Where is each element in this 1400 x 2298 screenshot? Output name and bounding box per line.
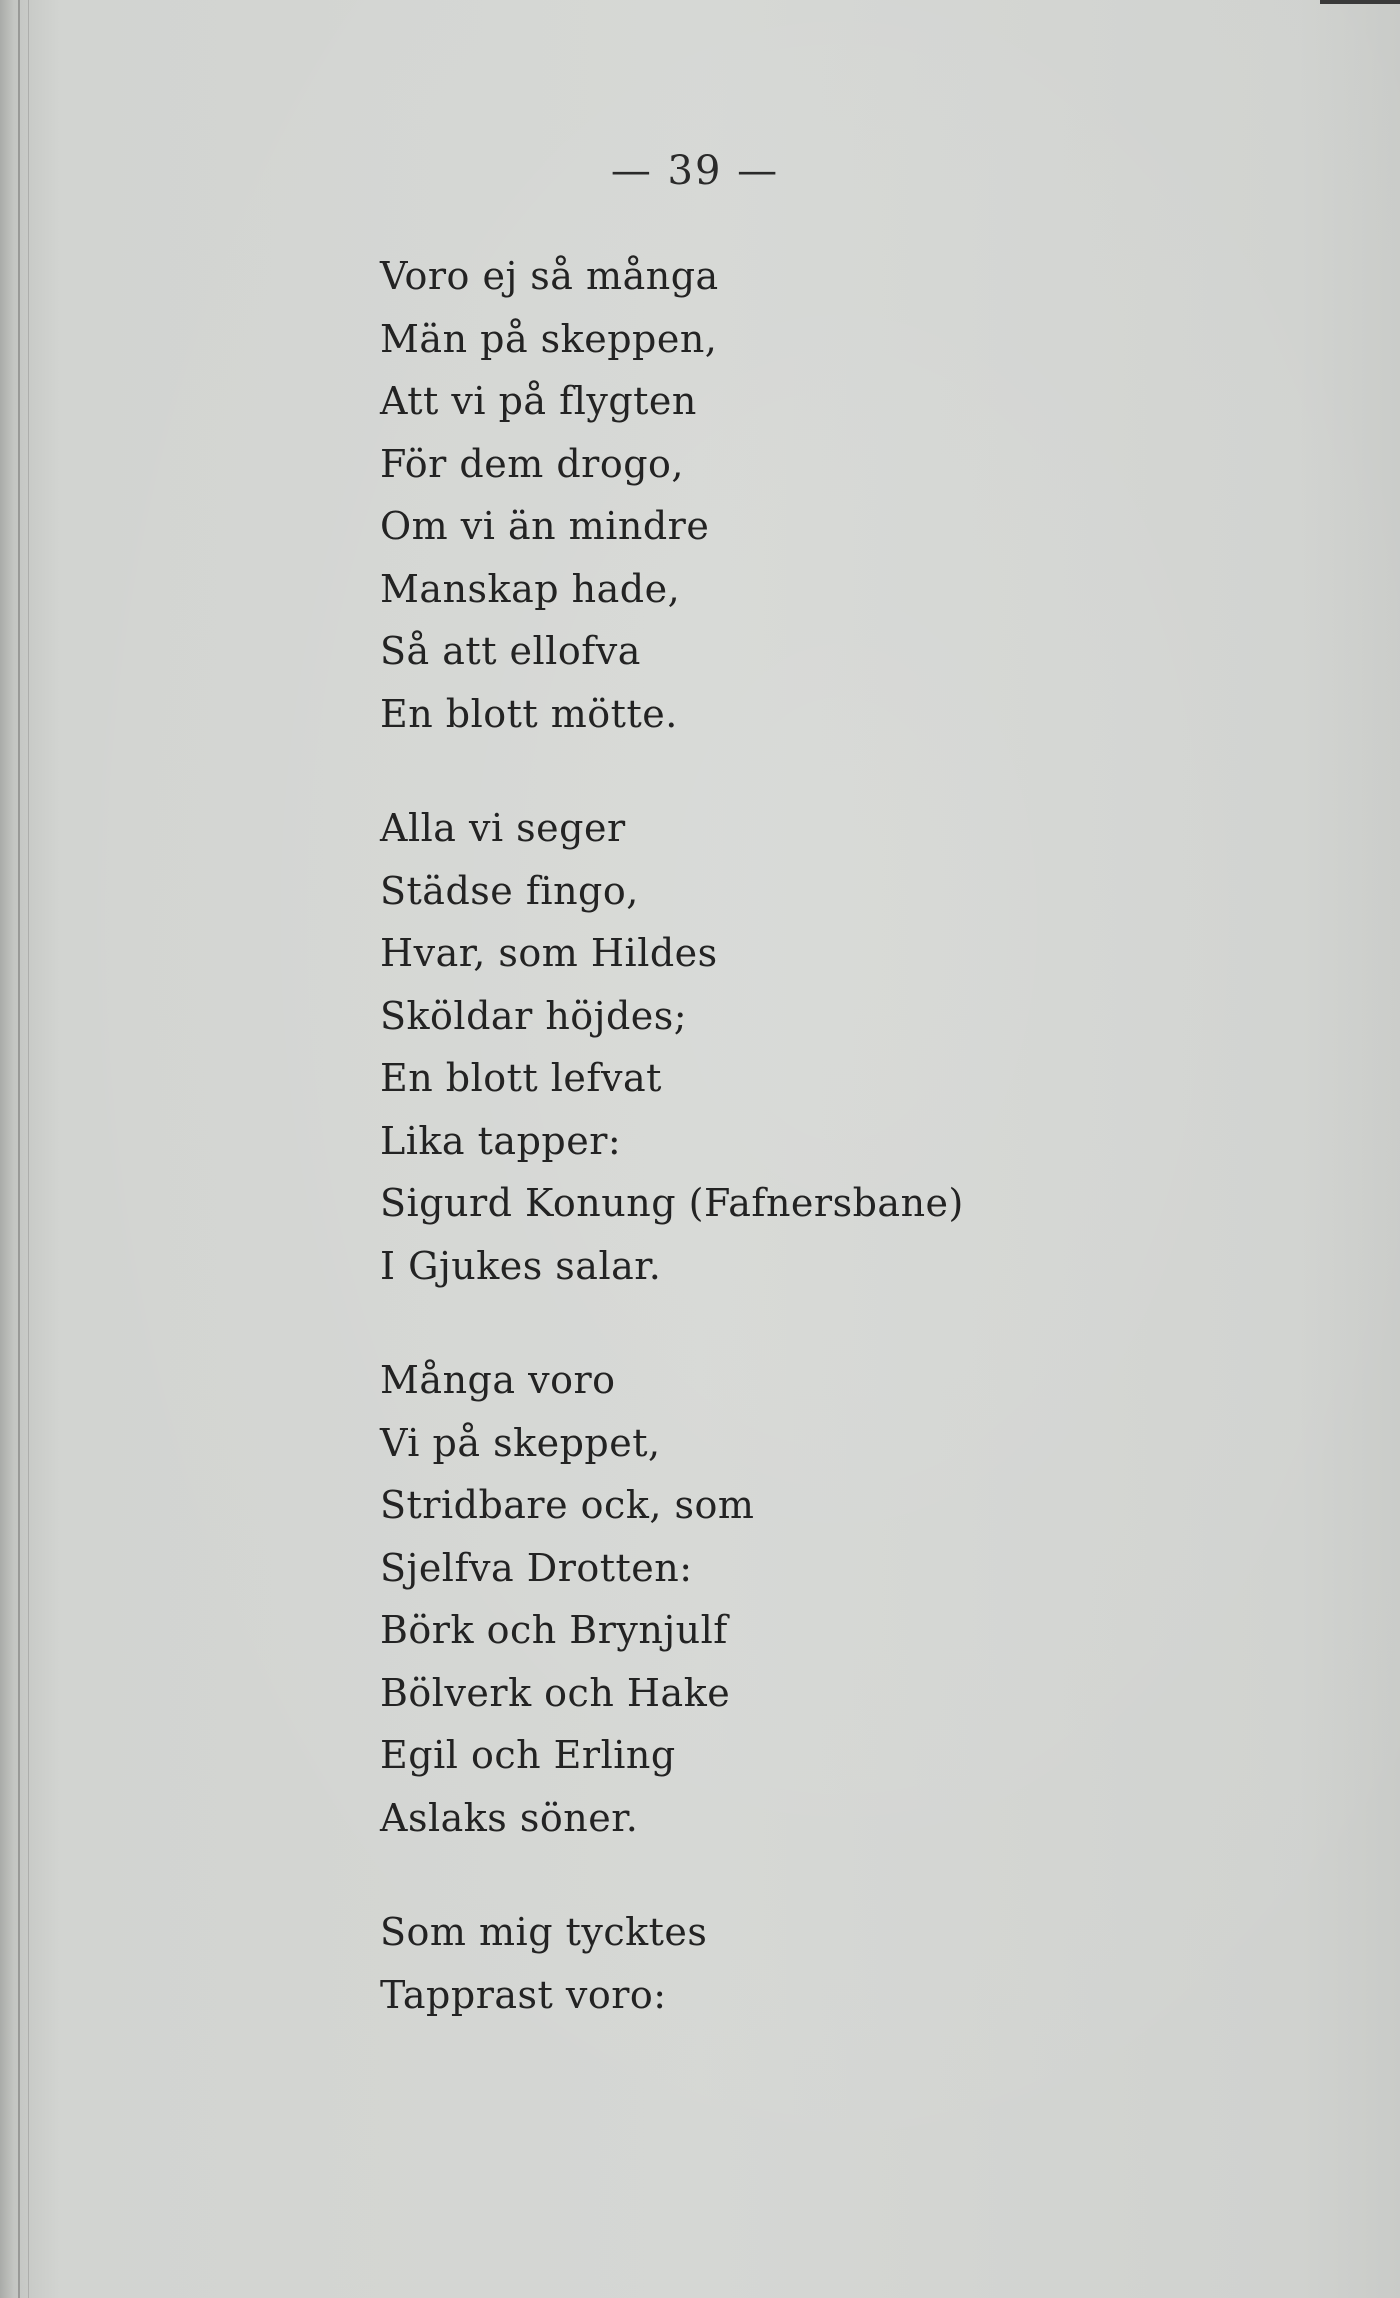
poem-line: Tapprast voro:	[380, 1972, 667, 2017]
poem-line: Manskap hade,	[380, 566, 681, 611]
poem-line: En blott lefvat	[380, 1056, 662, 1100]
poem-line: Vi på skeppet,	[380, 1420, 661, 1465]
poem-line: Bölverk och Hake	[380, 1670, 731, 1715]
poem-line: Som mig tycktes	[380, 1910, 708, 1954]
poem	[380, 245, 1320, 2078]
stanza-4	[380, 1901, 1320, 2026]
poem-line: Aslaks söner.	[380, 1795, 639, 1840]
poem-line: Egil och Erling	[380, 1733, 676, 1777]
poem-line: Att vi på flygten	[380, 379, 697, 423]
poem-line: Hvar, som Hildes	[380, 931, 718, 975]
stanza-1	[380, 245, 1320, 745]
poem-line: För dem drogo,	[380, 441, 684, 486]
poem-line: Om vi än mindre	[380, 504, 710, 548]
page-number: — 39 —	[610, 148, 780, 194]
poem-line: Sigurd Konung (Fafnersbane)	[380, 1181, 964, 1225]
poem-line: Voro ej så många	[380, 254, 719, 298]
gutter-shadow	[18, 0, 20, 2298]
poem-line: Många voro	[380, 1358, 616, 1402]
poem-line: Så att ellofva	[380, 629, 641, 673]
poem-line: Börk och Brynjulf	[380, 1608, 728, 1652]
poem-line: Sjelfva Drotten:	[380, 1545, 693, 1590]
poem-line: Alla vi seger	[380, 806, 626, 850]
poem-line: I Gjukes salar.	[380, 1243, 662, 1288]
stanza-3	[380, 1349, 1320, 1849]
poem-line: Stridbare ock, som	[380, 1483, 755, 1527]
gutter-edge	[28, 0, 29, 2298]
poem-line: Sköldar höjdes;	[380, 993, 688, 1038]
poem-line: Städse fingo,	[380, 868, 639, 913]
poem-line: Män på skeppen,	[380, 316, 718, 361]
page-corner-mark	[1320, 0, 1400, 4]
stanza-2	[380, 797, 1320, 1297]
poem-line: Lika tapper:	[380, 1118, 622, 1163]
poem-line: En blott mötte.	[380, 691, 678, 736]
